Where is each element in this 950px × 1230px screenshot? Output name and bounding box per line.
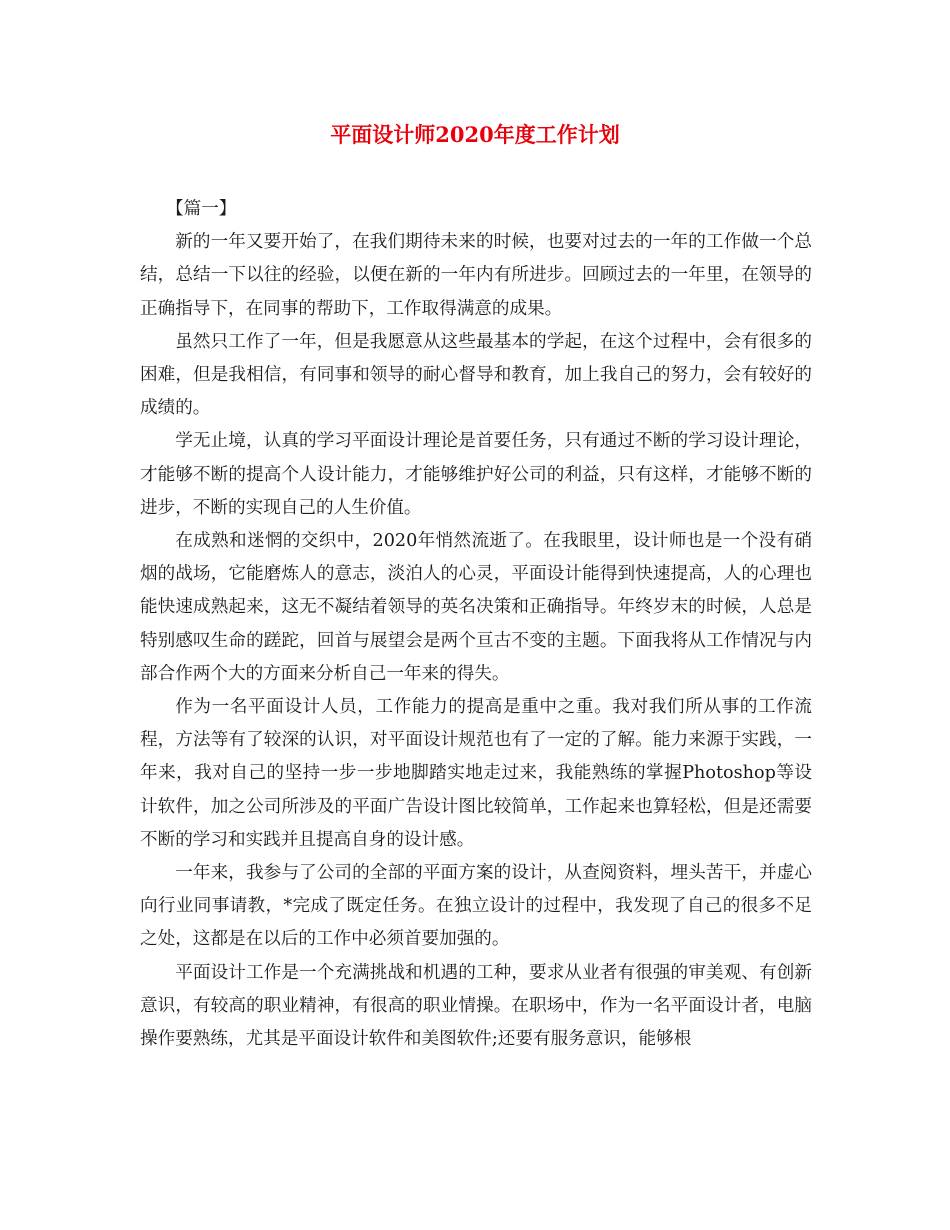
document-body [140, 193, 812, 1056]
paragraph-4: 在成熟和迷惘的交织中，2020年悄然流逝了。在我眼里，设计师也是一个没有硝烟的战场，它能磨炼人的意志，淡泊人的心灵，平面设计能得到快速提高，人的心理也能快速成熟起来，这无不凝结着领导的英名决策和正确指导。年终岁末的时候，人总是特别感叹生命的蹉跎，回首与展望会是两个亘古不变的主题。下面我将从工作情况与内部合作两个大的方面来分析自己一年来的得失。 [140, 531, 812, 684]
paragraph-5: 作为一名平面设计人员，工作能力的提高是重中之重。我对我们所从事的工作流程，方法等有了较深的认识，对平面设计规范也有了一定的了解。能力来源于实践，一年来，我对自己的坚持一步一步地脚踏实地走过来，我能熟练的掌握Photoshop等设计软件，加之公司所涉及的平面广告设计图比较简单，工作起来也算轻松，但是还需要不断的学习和实践并且提高自身的设计感。 [140, 697, 812, 850]
paragraph-7: 平面设计工作是一个充满挑战和机遇的工种，要求从业者有很强的审美观、有创新意识，有较高的职业精神，有很高的职业情操。在职场中，作为一名平面设计者，电脑操作要熟练，尤其是平面设计软件和美图软件;还要有服务意识，能够根 [140, 962, 812, 1050]
paragraph-1: 新的一年又要开始了，在我们期待未来的时候，也要对过去的一年的工作做一个总结，总结一下以往的经验，以便在新的一年内有所进步。回顾过去的一年里，在领导的正确指导下，在同事的帮助下，工作取得满意的成果。 [140, 232, 812, 319]
paragraph-6: 一年来，我参与了公司的全部的平面方案的设计，从查阅资料，埋头苦干，并虚心向行业同事请教，*完成了既定任务。在独立设计的过程中，我发现了自己的很多不足之处，这都是在以后的工作中必须首要加强的。 [140, 863, 812, 950]
paragraph-3: 学无止境，认真的学习平面设计理论是首要任务，只有通过不断的学习设计理论，才能够不断的提高个人设计能力，才能够维护好公司的利益，只有这样，才能够不断的进步，不断的实现自己的人生价值。 [140, 431, 812, 518]
paragraph-2: 虽然只工作了一年，但是我愿意从这些最基本的学起，在这个过程中，会有很多的困难，但是我相信，有同事和领导的耐心督导和教育，加上我自己的努力，会有较好的成绩的。 [140, 331, 812, 419]
document-title: 平面设计师2020年度工作计划 [330, 122, 620, 147]
section-label: 【篇一】 [166, 199, 237, 219]
